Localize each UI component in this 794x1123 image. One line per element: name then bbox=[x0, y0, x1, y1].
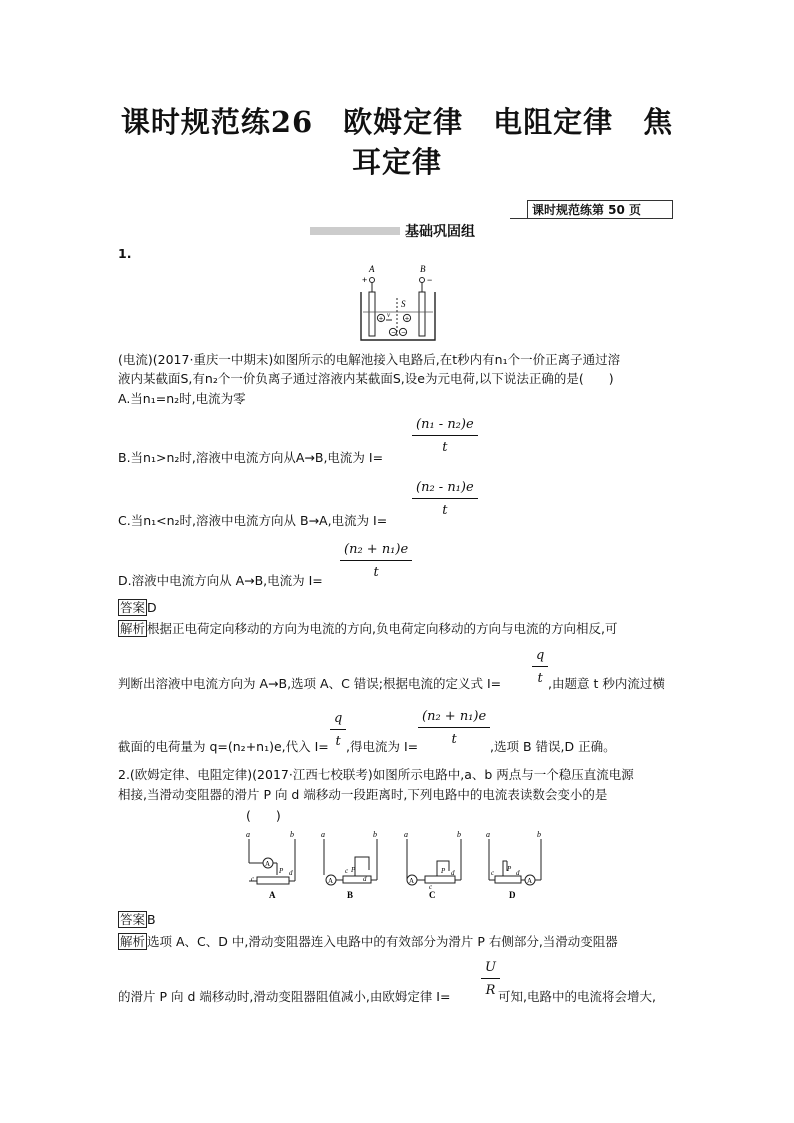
svg-text:A: A bbox=[527, 877, 533, 885]
frac-u-num: U bbox=[481, 960, 500, 979]
answer-label: 答案 bbox=[120, 600, 146, 615]
svg-text:c: c bbox=[429, 883, 433, 891]
frac-c-num: (n₂ - n₁)e bbox=[412, 480, 478, 499]
circuit-d-label: D bbox=[509, 890, 516, 900]
svg-text:a: a bbox=[486, 830, 490, 839]
q1-analysis-line3b: ,得电流为 I= bbox=[346, 739, 419, 754]
svg-text:b: b bbox=[290, 830, 294, 839]
q2-analysis-label: 解析 bbox=[120, 934, 146, 949]
svg-text:−: − bbox=[391, 329, 397, 337]
q2-paren: ( ) bbox=[246, 808, 281, 823]
q2-analysis-line2b: 可知,电路中的电流将会增大, bbox=[498, 989, 656, 1004]
svg-text:a: a bbox=[321, 830, 325, 839]
frac-t-den: t bbox=[537, 671, 543, 686]
q1-stem-line1: (电流)(2017·重庆一中期末)如图所示的电解池接入电路后,在t秒内有n₁个一价正离子通过溶 bbox=[118, 352, 621, 367]
frac-b-num: (n₁ - n₂)e bbox=[412, 417, 478, 436]
tag-underline bbox=[510, 218, 527, 219]
q2-answer: B bbox=[147, 912, 156, 927]
label-minus: − bbox=[427, 275, 433, 285]
svg-text:b: b bbox=[373, 830, 377, 839]
circuit-c-label: C bbox=[429, 890, 436, 900]
frac-i-den: t bbox=[451, 732, 457, 747]
electrolytic-cell-figure bbox=[355, 262, 445, 344]
circuit-c bbox=[404, 830, 461, 900]
svg-text:d: d bbox=[451, 869, 455, 877]
svg-text:a: a bbox=[404, 830, 408, 839]
q1-option-b-fraction bbox=[412, 417, 478, 455]
q1-analysis-text1: 根据正电荷定向移动的方向为电流的方向,负电荷定向移动的方向与电流的方向相反,可 bbox=[147, 621, 618, 636]
svg-text:d: d bbox=[363, 875, 367, 883]
svg-text:A: A bbox=[265, 860, 271, 868]
q2-answer-label: 答案 bbox=[120, 912, 146, 927]
circuit-d bbox=[486, 830, 541, 900]
q1-frac-q-t bbox=[532, 648, 548, 686]
label-b: B bbox=[420, 264, 426, 274]
q1-answer: D bbox=[147, 600, 157, 615]
q1-option-c-fraction bbox=[412, 480, 478, 518]
svg-text:+: + bbox=[378, 315, 384, 323]
q1-number: 1. bbox=[118, 246, 132, 261]
frac-t2-den: t bbox=[335, 734, 341, 749]
frac-b-den: t bbox=[442, 440, 448, 455]
q1-analysis-line3a: 截面的电荷量为 q=(n₂+n₁)e,代入 I= bbox=[118, 739, 329, 754]
q1-analysis-line3c: ,选项 B 错误,D 正确。 bbox=[490, 739, 616, 754]
svg-text:d: d bbox=[516, 869, 520, 877]
q1-analysis-line2b: ,由题意 t 秒内流过横 bbox=[548, 676, 665, 691]
q2-stem-line2: 相接,当滑动变阻器的滑片 P 向 d 端移动一段距离时,下列电路中的电流表读数会变小的是 bbox=[118, 787, 608, 802]
q1-option-d: D.溶液中电流方向从 A→B,电流为 I= bbox=[118, 573, 323, 588]
svg-text:b: b bbox=[537, 830, 541, 839]
q2-answer-line bbox=[118, 910, 156, 928]
svg-text:c: c bbox=[491, 869, 495, 877]
q2-stem-line1: 2.(欧姆定律、电阻定律)(2017·江西七校联考)如图所示电路中,a、b 两点与一个稳压直流电源 bbox=[118, 767, 634, 782]
frac-i-num: (n₂ + n₁)e bbox=[418, 709, 490, 728]
page-reference-tag: 课时规范练第 50 页 bbox=[527, 200, 673, 219]
label-plus: + bbox=[362, 275, 368, 285]
q2-analysis-text1: 选项 A、C、D 中,滑动变阻器连入电路中的有效部分为滑片 P 右侧部分,当滑动变阻器 bbox=[147, 934, 618, 949]
q2-analysis-line1 bbox=[118, 932, 618, 950]
svg-text:A: A bbox=[328, 877, 334, 885]
q1-answer-line bbox=[118, 598, 157, 616]
analysis-label: 解析 bbox=[120, 621, 146, 636]
q1-option-c: C.当n₁<n₂时,溶液中电流方向从 B→A,电流为 I= bbox=[118, 513, 388, 528]
frac-c-den: t bbox=[442, 503, 448, 518]
q1-analysis-line1 bbox=[118, 619, 617, 637]
circuit-b-label: B bbox=[347, 890, 354, 900]
svg-text:P: P bbox=[441, 867, 446, 875]
circuit-b bbox=[321, 830, 377, 900]
svg-text:P: P bbox=[279, 867, 284, 875]
section-bar bbox=[310, 227, 400, 235]
q1-option-b: B.当n₁>n₂时,溶液中电流方向从A→B,电流为 I= bbox=[118, 450, 384, 465]
frac-r-den: R bbox=[485, 983, 496, 998]
svg-text:b: b bbox=[457, 830, 461, 839]
svg-text:c: c bbox=[251, 875, 255, 883]
page-title-line1: 课时规范练26 欧姆定律 电阻定律 焦 bbox=[120, 105, 674, 139]
frac-d-num: (n₂ + n₁)e bbox=[340, 542, 412, 561]
svg-text:P: P bbox=[507, 865, 512, 873]
svg-text:c: c bbox=[345, 867, 349, 875]
svg-text:P: P bbox=[351, 866, 356, 874]
q1-option-d-fraction bbox=[340, 542, 412, 580]
q1-frac-current bbox=[418, 709, 490, 747]
svg-text:d: d bbox=[289, 869, 293, 877]
circuit-figures bbox=[235, 825, 555, 905]
label-v: v bbox=[387, 311, 391, 319]
circuit-a bbox=[246, 830, 295, 900]
q1-stem-line2: 液内某截面S,有n₂个一价负离子通过溶液内某截面S,设e为元电荷,以下说法正确的是( ) bbox=[118, 371, 614, 386]
label-a: A bbox=[369, 264, 375, 274]
svg-text:A: A bbox=[409, 877, 415, 885]
label-s: S bbox=[401, 299, 406, 309]
q2-analysis-line2a: 的滑片 P 向 d 端移动时,滑动变阻器阻值减小,由欧姆定律 I= bbox=[118, 989, 451, 1004]
section-heading: 基础巩固组 bbox=[405, 224, 475, 240]
svg-text:−: − bbox=[401, 329, 407, 337]
frac-q2-num: q bbox=[330, 711, 346, 730]
q1-analysis-line2a: 判断出溶液中电流方向为 A→B,选项 A、C 错误;根据电流的定义式 I= bbox=[118, 676, 502, 691]
frac-d-den: t bbox=[373, 565, 379, 580]
q1-option-a: A.当n₁=n₂时,电流为零 bbox=[118, 391, 246, 406]
q1-frac-q-t-2 bbox=[330, 711, 346, 749]
page-title-line2: 耳定律 bbox=[351, 145, 442, 179]
circuit-a-label: A bbox=[269, 890, 276, 900]
svg-text:+: + bbox=[404, 315, 410, 323]
frac-q-num: q bbox=[532, 648, 548, 667]
svg-text:a: a bbox=[246, 830, 250, 839]
